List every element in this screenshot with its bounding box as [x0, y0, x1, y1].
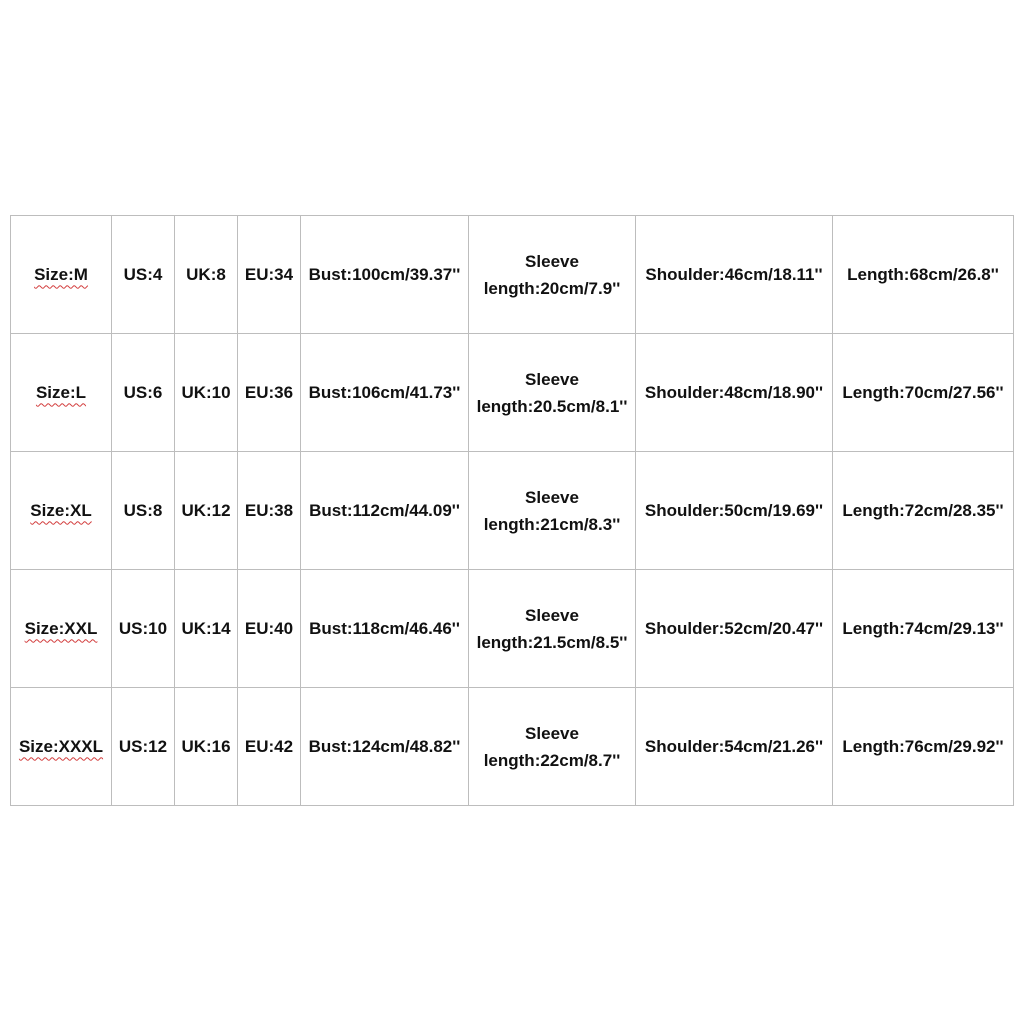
sleeve-length-cell: [469, 570, 636, 688]
size-label: Size:XXL: [24, 618, 98, 638]
sleeve-label: Sleeve: [525, 369, 579, 389]
uk-size-cell: UK:12: [175, 452, 238, 570]
size-cell: [11, 452, 112, 570]
length-cell: Length:70cm/27.56'': [833, 334, 1014, 452]
size-row-xl: [11, 452, 1014, 570]
size-row-m: [11, 216, 1014, 334]
size-row-l: [11, 334, 1014, 452]
shoulder-cell: Shoulder:50cm/19.69'': [636, 452, 833, 570]
us-size-cell: US:6: [112, 334, 175, 452]
shoulder-cell: Shoulder:46cm/18.11'': [636, 216, 833, 334]
sleeve-length-cell: [469, 452, 636, 570]
size-cell: [11, 334, 112, 452]
size-row-xxxl: [11, 688, 1014, 806]
sleeve-value: length:20.5cm/8.1'': [476, 396, 628, 416]
size-label: Size:XL: [30, 500, 92, 520]
uk-size-cell: UK:14: [175, 570, 238, 688]
size-row-xxl: [11, 570, 1014, 688]
bust-cell: Bust:106cm/41.73'': [301, 334, 469, 452]
eu-size-cell: EU:42: [238, 688, 301, 806]
bust-cell: Bust:112cm/44.09'': [301, 452, 469, 570]
sleeve-value: length:22cm/8.7'': [483, 750, 621, 770]
shoulder-cell: Shoulder:52cm/20.47'': [636, 570, 833, 688]
bust-cell: Bust:124cm/48.82'': [301, 688, 469, 806]
eu-size-cell: EU:38: [238, 452, 301, 570]
us-size-cell: US:10: [112, 570, 175, 688]
eu-size-cell: EU:36: [238, 334, 301, 452]
uk-size-cell: UK:8: [175, 216, 238, 334]
sleeve-label: Sleeve: [525, 723, 579, 743]
size-label: Size:M: [34, 264, 88, 284]
size-cell: [11, 216, 112, 334]
uk-size-cell: UK:10: [175, 334, 238, 452]
sleeve-label: Sleeve: [525, 487, 579, 507]
bust-cell: Bust:100cm/39.37'': [301, 216, 469, 334]
shoulder-cell: Shoulder:54cm/21.26'': [636, 688, 833, 806]
sleeve-label: Sleeve: [525, 605, 579, 625]
sleeve-value: length:20cm/7.9'': [483, 278, 621, 298]
length-cell: Length:68cm/26.8'': [833, 216, 1014, 334]
us-size-cell: US:12: [112, 688, 175, 806]
sleeve-length-cell: [469, 334, 636, 452]
size-label: Size:L: [35, 382, 87, 402]
size-cell: [11, 570, 112, 688]
length-cell: Length:72cm/28.35'': [833, 452, 1014, 570]
shoulder-cell: Shoulder:48cm/18.90'': [636, 334, 833, 452]
eu-size-cell: EU:40: [238, 570, 301, 688]
size-chart-table: [10, 215, 1014, 806]
uk-size-cell: UK:16: [175, 688, 238, 806]
size-cell: [11, 688, 112, 806]
length-cell: Length:76cm/29.92'': [833, 688, 1014, 806]
us-size-cell: US:4: [112, 216, 175, 334]
sleeve-length-cell: [469, 216, 636, 334]
us-size-cell: US:8: [112, 452, 175, 570]
size-label: Size:XXXL: [18, 736, 104, 756]
eu-size-cell: EU:34: [238, 216, 301, 334]
sleeve-length-cell: [469, 688, 636, 806]
sleeve-label: Sleeve: [525, 251, 579, 271]
sleeve-value: length:21cm/8.3'': [483, 514, 621, 534]
bust-cell: Bust:118cm/46.46'': [301, 570, 469, 688]
sleeve-value: length:21.5cm/8.5'': [476, 632, 628, 652]
length-cell: Length:74cm/29.13'': [833, 570, 1014, 688]
